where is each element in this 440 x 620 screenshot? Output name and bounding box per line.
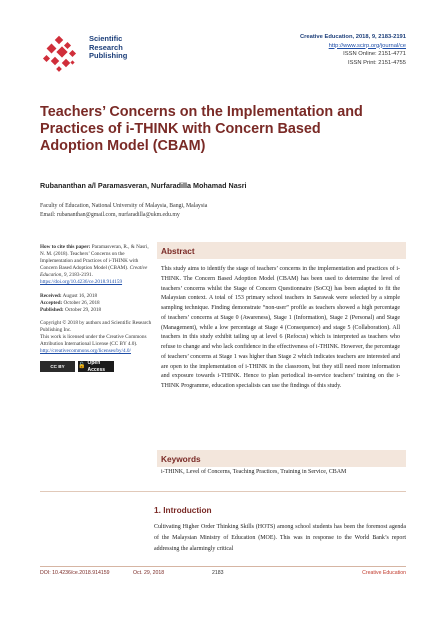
journal-info (300, 33, 406, 67)
publisher-line: Publishing (89, 51, 128, 61)
copyright-text: Copyright © 2018 by authors and Scientific Research Publishing Inc. (40, 319, 152, 333)
copyright-block (40, 320, 152, 355)
publisher-name (89, 35, 127, 61)
introduction-heading: 1. Introduction (154, 505, 212, 515)
authors: Rubananthan a/l Paramasveran, Nurfaradilla Mohamad Nasri (40, 181, 247, 190)
page-number: 2183 (212, 570, 224, 576)
journal-url-link[interactable]: http://www.scirp.org/journal/ce (328, 42, 406, 49)
publisher-line: Research (89, 42, 123, 52)
title-line: Practices of i-THINK with Concern Based (40, 121, 321, 138)
keywords-heading: Keywords (161, 454, 201, 464)
published-date: October 29, 2018 (63, 306, 102, 313)
cite-label: How to cite this paper: (40, 244, 91, 250)
abstract-text: This study aims to identify the stage of teachers’ concerns in the implementation and practices of i-THINK. The Concern Based Adoption Model (CBAM) has been used to determine the level of teachers’ concerns whilst the Stage of Concern Questionnaire (SoCQ) has been adapted to fit the Malaysian context. A total of 153 primary school teachers in Sarawak were selected by a simple sampling technique. Finding demonstrate “non-user” profile as teachers showed a high percentage of teachers’ concerns at Stage 0 (Awareness), Stage 1 (Information), Stage 2 (Personal) and Stage (Management), while a low percentage at Stage 4 (Consequence) and stage 5 (Collaboration). All teachers in this study exhibit tailing up at level 6 (Refocus) which is interpreted as teachers who refuse to change and who lack confidence in the effectiveness of i-THINK. However, the percentage of teachers’ concerns at Stage 1 was higher than Stage 2 which indicates teachers are interested and are open to the implementation of i-THINK in the classroom, but they still need more information and exposure towards i-THINK. Hence to plan periodical in-service teachers’ training on the i-THINK Programme, education specialists can use the findings of this study. (161, 266, 400, 389)
license-badges (40, 361, 152, 372)
scirp-logo-icon (40, 33, 84, 77)
cite-text: Paramasveran, R., & Nasri, N. M. (2018). Teachers’ Concerns on the Implementation and Practices of i-THINK with Concern Based Adoption Model (CBAM). (40, 244, 149, 272)
doi-link[interactable]: https://doi.org/10.4236/ce.2018.914159 (40, 279, 123, 286)
open-access-badge[interactable] (78, 361, 114, 372)
accepted-label: Accepted: (40, 299, 63, 306)
open-access-label: Open Access (87, 359, 105, 373)
received-date: August 16, 2018 (61, 292, 98, 299)
accepted-date: October 26, 2018 (62, 299, 100, 306)
affiliation-line: Faculty of Education, National University of Malaysia, Bangi, Malaysia (40, 203, 208, 209)
issn-print: ISSN Print: 2151-4755 (347, 59, 406, 66)
article-sidebar (40, 244, 152, 372)
footer-date: Oct. 29, 2018 (133, 570, 165, 576)
license-text: This work is licensed under the Creative Commons Attribution International License (CC BY 4.0). (40, 334, 147, 348)
keywords-text: i-THINK, Level of Concerns, Teaching Practices, Training in Service, CBAM (161, 469, 347, 475)
cite-journal: Creative Education, 9, (40, 265, 148, 279)
footer-divider (40, 566, 406, 567)
cite-pages: 2183-2191. (67, 272, 93, 279)
footer-doi: DOI: 10.4236/ce.2018.914159 (40, 570, 110, 576)
issn-online: ISSN Online: 2151-4771 (343, 51, 406, 58)
received-label: Received: (40, 292, 62, 299)
email-line: Email: rubananthan@gmail.com, nurfaradilla@ukm.edu.my (40, 211, 180, 218)
journal-citation-line: Creative Education, 2018, 9, 2183-2191 (299, 34, 406, 40)
published-label: Published: (40, 306, 64, 313)
cc-by-badge[interactable]: CC BY (40, 361, 75, 372)
paper-title (40, 104, 400, 156)
open-lock-icon: 🔓 (78, 363, 86, 370)
cite-block (40, 244, 152, 287)
abstract-heading: Abstract (161, 246, 195, 256)
dates-block (40, 293, 152, 314)
introduction-text: Cultivating Higher Order Thinking Skills (HOTS) among school students has been the foremost agenda of the Malaysian Ministry of Education (MOE). This was in response to the World Bank’s report addressing the alarmingly critical (154, 524, 406, 552)
footer-journal: Creative Education (362, 570, 406, 576)
section-divider (40, 491, 406, 492)
license-link[interactable]: http://creativecommons.org/licenses/by/4.0/ (40, 348, 131, 355)
affiliation (40, 202, 207, 219)
publisher-line: Scientific (89, 34, 123, 43)
title-line: Adoption Model (CBAM) (40, 138, 206, 155)
title-line: Teachers’ Concerns on the Implementation and (40, 104, 363, 120)
